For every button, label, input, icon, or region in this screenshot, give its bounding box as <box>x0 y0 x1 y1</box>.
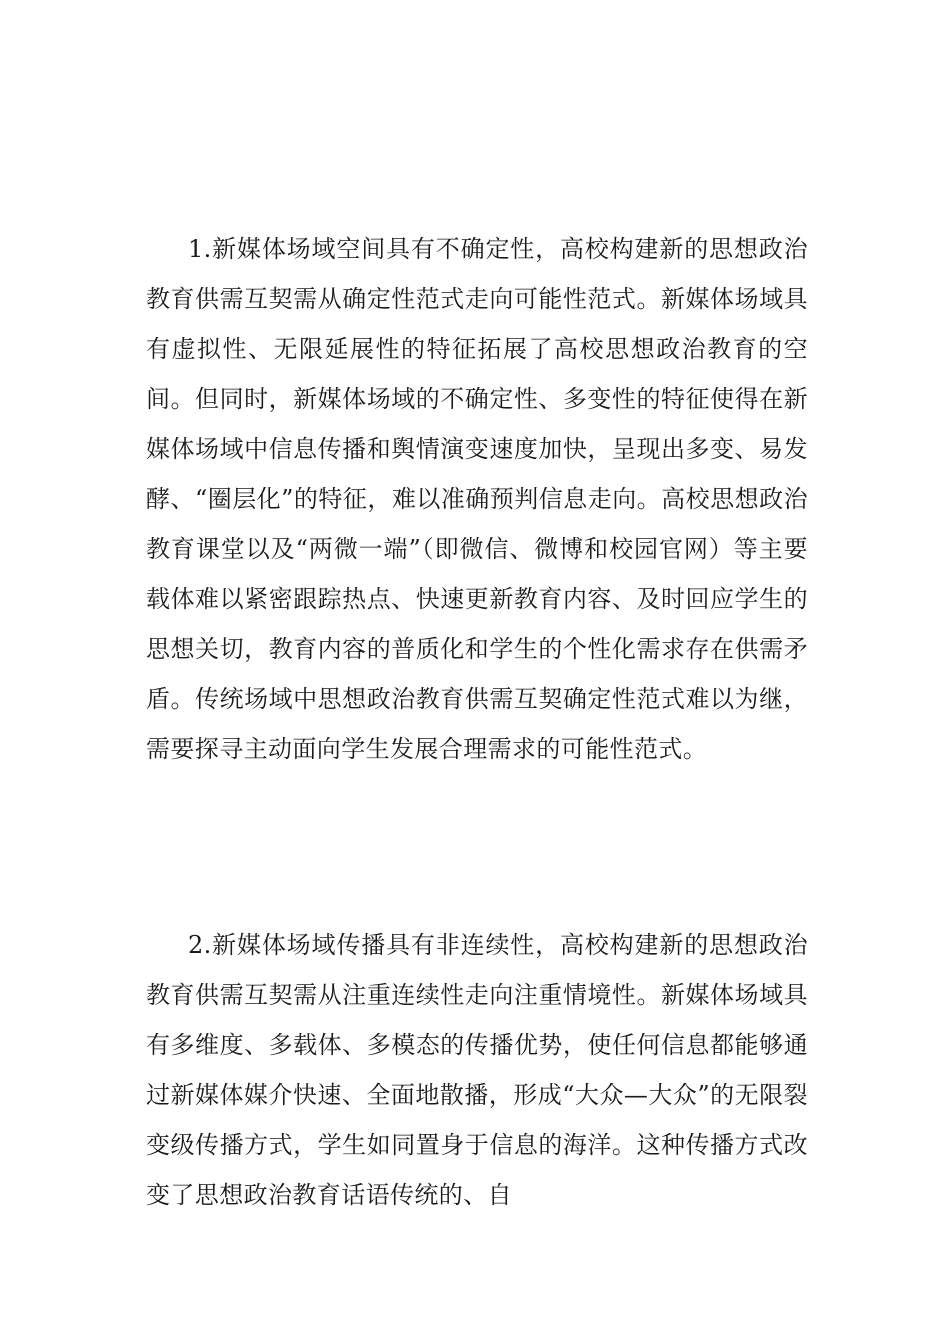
paragraph-discontinuity: 2.新媒体场域传播具有非连续性，高校构建新的思想政治教育供需互契需从注重连续性走向注重情境性。新媒体场域具有多维度、多载体、多模态的传播优势，使任何信息都能够通过新媒体媒介快速、全面地散播，形成“大众—大众”的无限裂变级传播方式，学生如同置身于信息的海洋。这种传播方式改变了思想政治教育话语传统的、自 <box>146 931 808 1209</box>
paragraph-uncertainty: 1.新媒体场域空间具有不确定性，高校构建新的思想政治教育供需互契需从确定性范式走向可能性范式。新媒体场域具有虚拟性、无限延展性的特征拓展了高校思想政治教育的空间。但同时，新媒体场域的不确定性、多变性的特征使得在新媒体场域中信息传播和舆情演变速度加快，呈现出多变、易发酵、“圈层化”的特征，难以准确预判信息走向。高校思想政治教育课堂以及“两微一端”（即微信、微博和校园官网）等主要载体难以紧密跟踪热点、快速更新教育内容、及时回应学生的思想关切，教育内容的普质化和学生的个性化需求存在供需矛盾。传统场域中思想政治教育供需互契确定性范式难以为继，需要探寻主动面向学生发展合理需求的可能性范式。 <box>146 235 808 763</box>
